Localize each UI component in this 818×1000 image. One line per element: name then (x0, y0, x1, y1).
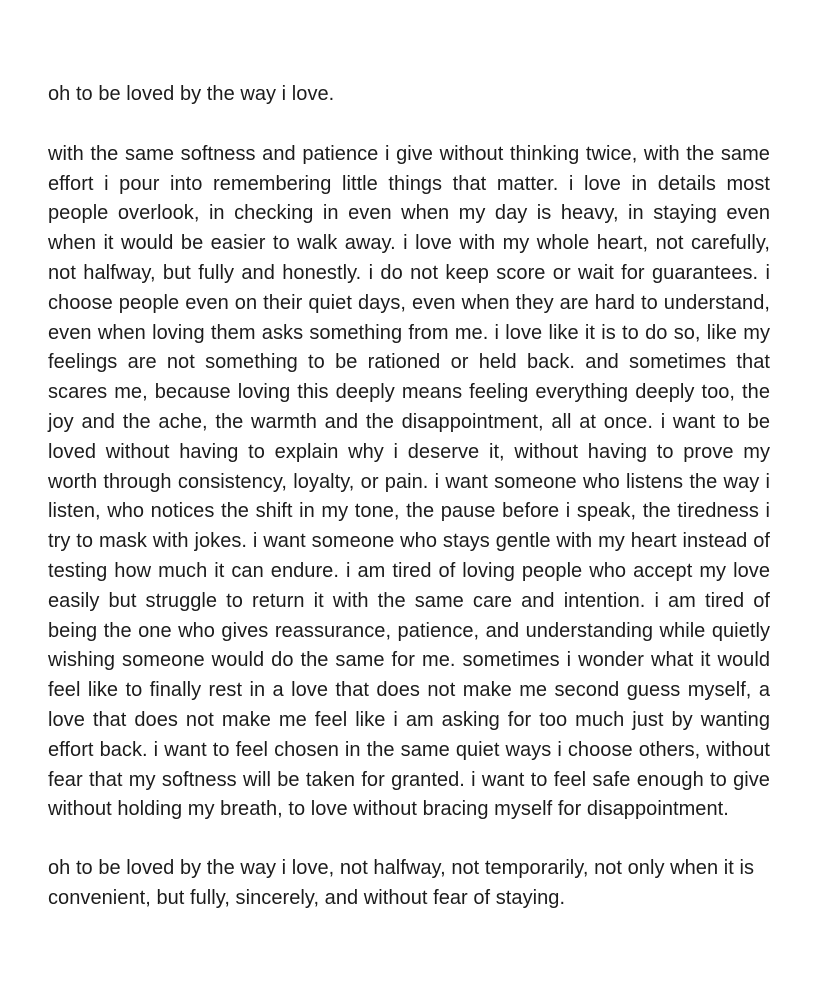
document-body (48, 80, 770, 914)
opening-line: oh to be loved by the way i love. (48, 83, 335, 105)
closing-line: oh to be loved by the way i love, not halfway, not temporarily, not only when it is convenient, but fully, sincerely, and without fear of staying. (48, 857, 755, 909)
body-paragraph: with the same softness and patience i give without thinking twice, with the same effort i pour into remembering little things that matter. i love in details most people overlook, in checking in even when my day is heavy, in staying even when it would be easier to walk away. i love with my whole heart, not carefully, not halfway, but fully and honestly. i do not keep score or wait for guarantees. i choose people even on their quiet days, even when they are hard to understand, even when loving them asks something from me. i love like it is to do so, like my feelings are not something to be rationed or held back. and sometimes that scares me, because loving this deeply means feeling everything deeply too, the joy and the ache, the warmth and the disappointment, all at once. i want to be loved without having to explain why i deserve it, without having to prove my worth through consistency, loyalty, or pain. i want someone who listens the way i listen, who notices the shift in my tone, the pause before i speak, the tiredness i try to mask with jokes. i want someone who stays gentle with my heart instead of testing how much it can endure. i am tired of loving people who accept my love easily but struggle to return it with the same care and intention. i am tired of being the one who gives reassurance, patience, and understanding while quietly wishing someone would do the same for me. sometimes i wonder what it would feel like to finally rest in a love that does not make me second guess myself, a love that does not make me feel like i am asking for too much just by wanting effort back. i want to feel chosen in the same quiet ways i choose others, without fear that my softness will be taken for granted. i want to feel safe enough to give without holding my breath, to love without bracing myself for disappointment. (48, 142, 770, 821)
